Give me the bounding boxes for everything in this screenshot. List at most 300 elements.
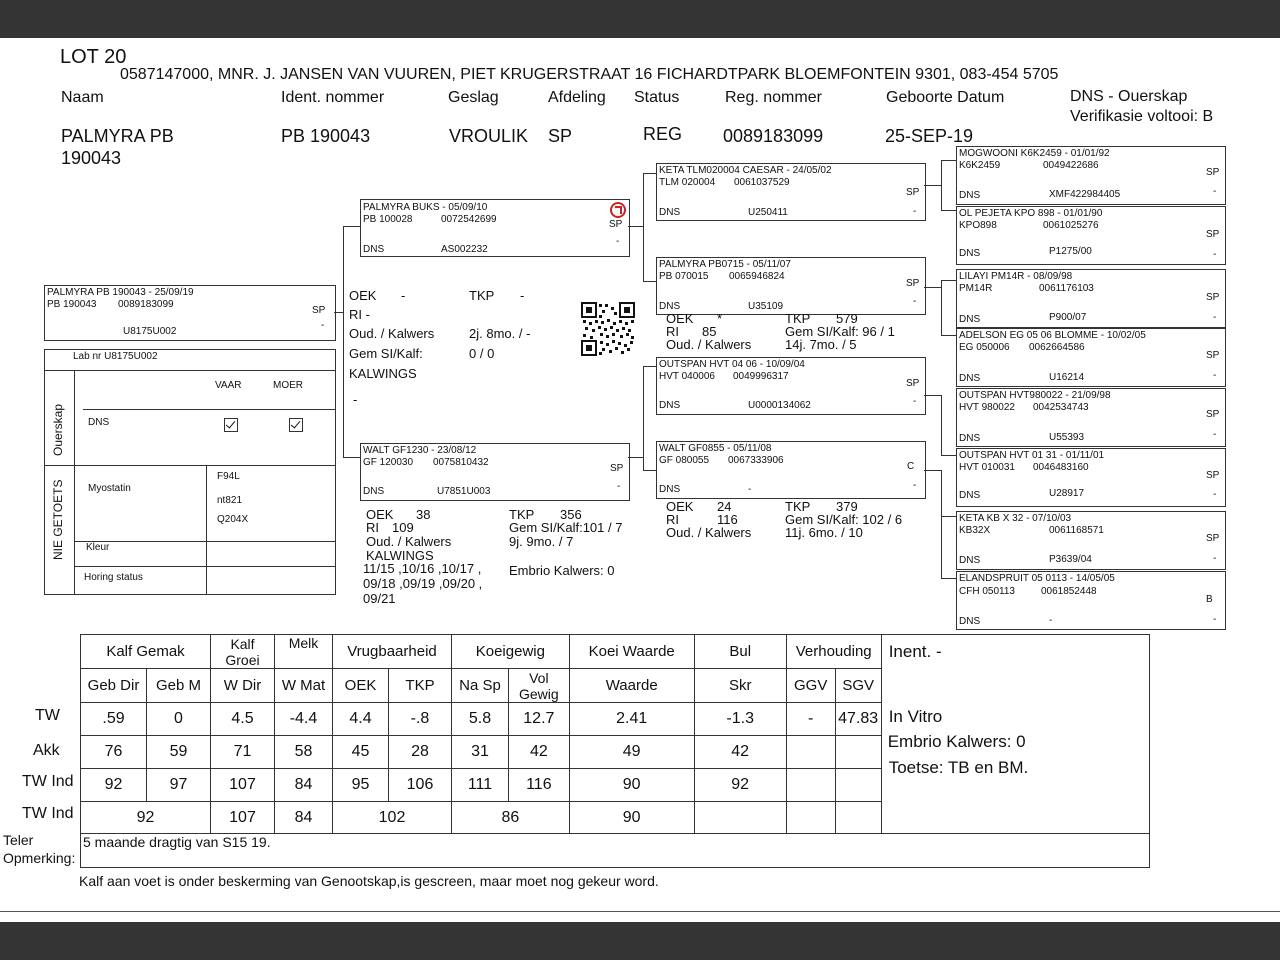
ggp1-dns: XMF422984405	[1049, 189, 1121, 200]
gp4-oek-label: OEK	[666, 499, 694, 514]
akk-ggv	[786, 736, 835, 769]
sire-oek-value: -	[401, 288, 406, 303]
lab-moer: MOER	[273, 380, 303, 391]
sire-id: PB 100028	[363, 214, 413, 225]
nie-getoets-label: NIE GETOETS	[51, 479, 65, 560]
breeder-logo-icon	[609, 201, 627, 219]
ggp5-id: HVT 980022	[959, 402, 1015, 413]
gp2-oud-label: Oud. / Kalwers	[666, 337, 752, 352]
great-grandparent-box-3	[956, 269, 1226, 328]
akk-waarde: 49	[569, 736, 694, 769]
sire-oud-label: Oud. / Kalwers	[349, 326, 435, 341]
ggp2-id: KPO898	[959, 220, 997, 231]
akk-skr: 42	[694, 736, 786, 769]
ggp4-dns-label: DNS	[959, 373, 981, 384]
group-koeigewig: Koeigewig	[452, 635, 570, 669]
gp2-ri-value: 85	[702, 324, 717, 339]
tw-na-sp: 5.8	[452, 703, 509, 736]
ggp5-dash: -	[1213, 429, 1217, 440]
dam-kalwings-line2: 09/18 ,09/19 ,09/20 ,	[363, 576, 483, 591]
gp4-tkp-value: 379	[836, 499, 858, 514]
ggp1-reg: 0049422686	[1043, 160, 1099, 171]
great-grandparent-box-7	[956, 511, 1226, 570]
ggp1-dash: -	[1213, 186, 1217, 197]
pedigree-connector	[941, 280, 942, 335]
pedigree-connector	[343, 226, 360, 227]
twind2-sgv	[835, 802, 881, 834]
tw-vol-gewig: 12.7	[509, 703, 570, 736]
dam-gem: Gem SI/Kalf:101 / 7	[509, 520, 623, 535]
grandparent-box-3	[656, 357, 926, 415]
dam-oud-value: 9j. 9mo. / 7	[509, 534, 574, 549]
remark-cell	[81, 834, 1150, 868]
animal-status: REG	[643, 124, 683, 144]
dam-embrio: Embrio Kalwers: 0	[509, 563, 615, 578]
sire-dns-label: DNS	[363, 244, 385, 255]
subject-reg: 0089183099	[118, 299, 174, 310]
gp4-oud-label: Oud. / Kalwers	[666, 525, 752, 540]
akk-tkp: 28	[389, 736, 452, 769]
pedigree-connector	[643, 366, 656, 367]
twind-w-dir: 107	[211, 769, 275, 802]
ggp2-dns: P1275/00	[1049, 246, 1092, 257]
ggp8-dns: -	[1049, 615, 1053, 626]
dam-id: GF 120030	[363, 457, 414, 468]
twind-na-sp: 111	[452, 769, 509, 802]
gp4-dns: -	[748, 484, 752, 495]
animal-reg: 0089183099	[723, 126, 824, 146]
sire-kalwings-dash: -	[353, 392, 358, 407]
subject-id: PB 190043	[47, 299, 97, 310]
dam-tkp-value: 356	[560, 507, 582, 522]
ggp7-id: KB32X	[959, 525, 991, 536]
ggp8-dash: -	[1213, 614, 1217, 625]
pedigree-connector	[343, 457, 360, 458]
ggp6-id: HVT 010031	[959, 462, 1015, 473]
twind-skr: 92	[694, 769, 786, 802]
group-vrugbaarheid: Vrugbaarheid	[333, 635, 452, 669]
col-tkp: TKP	[389, 669, 452, 703]
gp4-ri-label: RI	[666, 512, 679, 527]
gp2-gem: Gem SI/Kalf: 96 / 1	[785, 324, 895, 339]
row-label-twind: TW Ind	[22, 773, 74, 790]
lab-vaar: VAAR	[215, 380, 242, 391]
twind2-koeigewig: 86	[452, 802, 570, 834]
subject-dns: U8175U002	[123, 326, 177, 337]
qr-code-icon	[581, 302, 635, 356]
gp2-reg: 0065946824	[729, 271, 785, 282]
top-bar	[0, 0, 1280, 38]
label-geslag: Geslag	[448, 89, 499, 106]
sire-gem-value: 0 / 0	[469, 346, 495, 361]
tw-geb-m: 0	[147, 703, 211, 736]
twind2-ggv	[786, 802, 835, 834]
akk-vol-gewig: 42	[509, 736, 570, 769]
gp2-tkp-value: 579	[836, 311, 858, 326]
sire-reg: 0072542699	[441, 214, 497, 225]
twind-w-mat: 84	[275, 769, 333, 802]
gp1-id: TLM 020004	[659, 177, 716, 188]
group-kalf-groei: Kalf Groei	[211, 635, 275, 669]
grandparent-box-4	[656, 441, 926, 499]
great-grandparent-box-5	[956, 388, 1226, 447]
dam-dns: U7851U003	[437, 486, 491, 497]
col-skr: Skr	[694, 669, 786, 703]
subject-pedigree-box	[44, 285, 336, 341]
ggp2-dash: -	[1213, 249, 1217, 260]
label-geboorte: Geboorte Datum	[886, 89, 1005, 106]
kleur-label: Kleur	[86, 542, 110, 553]
pedigree-connector	[941, 210, 956, 211]
tw-skr: -1.3	[694, 703, 786, 736]
twind2-melk: 84	[275, 802, 333, 834]
pedigree-connector	[941, 335, 956, 336]
pedigree-connector	[924, 395, 942, 396]
teler-label: Teler	[3, 832, 34, 848]
subject-afd: SP	[312, 305, 326, 316]
gp2-dns-label: DNS	[659, 301, 681, 312]
dam-kalwings: KALWINGS	[366, 548, 434, 563]
pedigree-connector	[643, 366, 644, 470]
gp2-title: PALMYRA PB0715 - 05/11/07	[659, 259, 791, 270]
ggp4-id: EG 050006	[959, 342, 1010, 353]
animal-name: PALMYRA PB	[61, 126, 174, 146]
ggp6-dns: U28917	[1049, 488, 1085, 499]
ebv-side-panel	[881, 635, 1149, 834]
pedigree-connector	[628, 457, 644, 458]
animal-geboorte: 25-SEP-19	[885, 126, 974, 146]
dam-reg: 0075810432	[433, 457, 489, 468]
gp1-dash: -	[913, 206, 917, 217]
grandparent-box-2	[656, 257, 926, 315]
sire-tkp-value: -	[520, 288, 525, 303]
gp3-dns: U0000134062	[748, 400, 811, 411]
gp4-dns-label: DNS	[659, 484, 681, 495]
dam-oek-value: 38	[416, 507, 431, 522]
sire-ri: RI -	[349, 307, 370, 322]
pedigree-connector	[941, 160, 956, 161]
dam-oud-label: Oud. / Kalwers	[366, 534, 452, 549]
lab-dns: DNS	[88, 417, 110, 428]
akk-oek: 45	[333, 736, 389, 769]
ggp2-reg: 0061025276	[1043, 220, 1099, 231]
pedigree-connector	[643, 173, 644, 281]
dam-ri-value: 109	[392, 520, 414, 535]
gp1-reg: 0061037529	[734, 177, 790, 188]
pedigree-connector	[643, 281, 656, 282]
horing-status-label: Horing status	[84, 572, 143, 583]
dam-kalwings-line1: 11/15 ,10/16 ,10/17 ,	[363, 561, 482, 576]
twind-ggv	[786, 769, 835, 802]
pedigree-connector	[941, 470, 942, 578]
gp4-reg: 0067333906	[728, 455, 784, 466]
gp2-dns: U35109	[748, 301, 784, 312]
pedigree-connector	[941, 455, 956, 456]
dam-ri-label: RI	[366, 520, 379, 535]
gp2-ri-label: RI	[666, 324, 679, 339]
gp3-title: OUTSPAN HVT 04 06 - 10/09/04	[659, 359, 805, 370]
tw-w-mat: -4.4	[275, 703, 333, 736]
pedigree-connector	[643, 173, 656, 174]
gp2-tkp-label: TKP	[785, 311, 811, 326]
ggp3-dns: P900/07	[1049, 312, 1087, 323]
akk-geb-dir: 76	[81, 736, 147, 769]
ebv-table	[80, 634, 1150, 868]
pedigree-connector	[924, 287, 942, 288]
ggp4-reg: 0062664586	[1029, 342, 1085, 353]
tw-oek: 4.4	[333, 703, 389, 736]
ggp4-title: ADELSON EG 05 06 BLOMME - 10/02/05	[959, 330, 1146, 341]
dam-kalwings-line3: 09/21	[363, 591, 396, 606]
ggp3-afd: SP	[1206, 292, 1220, 303]
ggp4-dash: -	[1213, 370, 1217, 381]
pedigree-connector	[941, 395, 942, 455]
gp3-dns-label: DNS	[659, 400, 681, 411]
ouerskap-label: Ouerskap	[51, 403, 65, 456]
gp2-oek-value: *	[717, 311, 723, 326]
gp1-dns: U250411	[748, 207, 788, 218]
ggp2-title: OL PEJETA KPO 898 - 01/01/90	[959, 208, 1103, 219]
pedigree-connector	[941, 280, 956, 281]
tw-sgv: 47.83	[835, 703, 881, 736]
gp4-oek-value: 24	[717, 499, 732, 514]
ggp6-title: OUTSPAN HVT 01 31 - 01/11/01	[959, 450, 1105, 461]
tw-geb-dir: .59	[81, 703, 147, 736]
col-vol-gewig: Vol Gewig	[509, 669, 570, 703]
sire-tkp-label: TKP	[469, 288, 495, 303]
in-vitro: In Vitro	[888, 707, 943, 726]
ggp7-reg: 0061168571	[1049, 525, 1104, 536]
gp4-title: WALT GF0855 - 05/11/08	[659, 443, 772, 454]
row-label-twind2: TW Ind	[22, 805, 74, 822]
subject-dash: -	[321, 320, 325, 331]
ggp5-afd: SP	[1206, 409, 1220, 420]
ggp1-dns-label: DNS	[959, 190, 981, 201]
ggp3-title: LILAYI PM14R - 08/09/98	[959, 271, 1073, 282]
akk-geb-m: 59	[147, 736, 211, 769]
ggp3-reg: 0061176103	[1039, 283, 1094, 294]
moer-checked-checkbox[interactable]	[289, 418, 303, 432]
gp4-tkp-label: TKP	[785, 499, 811, 514]
myostatin-nt821: nt821	[217, 495, 243, 506]
sire-gem-label: Gem SI/Kalf:	[349, 346, 423, 361]
gp3-afd: SP	[906, 378, 920, 389]
pedigree-connector	[941, 516, 956, 517]
subject-title: PALMYRA PB 190043 - 25/09/19	[47, 287, 194, 298]
twind2-kalf-gemak: 92	[81, 802, 211, 834]
lab-box	[44, 349, 336, 595]
lab-number: Lab nr U8175U002	[73, 351, 158, 362]
gp4-dash: -	[913, 480, 917, 491]
tw-waarde: 2.41	[569, 703, 694, 736]
lot-number: LOT 20	[60, 46, 127, 68]
twind-waarde: 90	[569, 769, 694, 802]
dam-afd: SP	[610, 463, 624, 474]
ggp8-title: ELANDSPRUIT 05 0113 - 14/05/05	[959, 573, 1115, 584]
label-ident: Ident. nommer	[281, 89, 385, 106]
ggp3-dns-label: DNS	[959, 314, 981, 325]
group-bul: Bul	[694, 635, 786, 669]
sire-title: PALMYRA BUKS - 05/09/10	[363, 202, 488, 213]
ggp8-dns-label: DNS	[959, 616, 981, 627]
sire-oek-label: OEK	[349, 288, 377, 303]
ggp2-afd: SP	[1206, 229, 1220, 240]
ggp3-dash: -	[1213, 312, 1217, 323]
great-grandparent-box-8	[956, 571, 1226, 630]
group-koei-waarde: Koei Waarde	[569, 635, 694, 669]
twind2-kalf-groei: 107	[211, 802, 275, 834]
animal-afdeling: SP	[548, 126, 573, 146]
grandparent-box-1	[656, 163, 926, 221]
twind-sgv	[835, 769, 881, 802]
ggp4-dns: U16214	[1049, 372, 1085, 383]
owner-line: 0587147000, MNR. J. JANSEN VAN VUUREN, PIET KRUGERSTRAAT 16 FICHARDTPARK BLOEMFONTEIN 9301, 083-454 5705	[120, 66, 1059, 83]
ggp7-dns: P3639/04	[1049, 554, 1092, 565]
col-oek: OEK	[333, 669, 389, 703]
myostatin-q204x: Q204X	[217, 514, 249, 525]
dam-tkp-label: TKP	[509, 507, 535, 522]
gp3-dash: -	[913, 396, 917, 407]
animal-geslag: VROULIK	[449, 126, 529, 146]
pedigree-connector	[334, 312, 344, 313]
ggp1-id: K6K2459	[959, 160, 1001, 171]
label-dns-ouerskap: DNS - Ouerskap	[1070, 88, 1188, 105]
page-bottom-line	[0, 911, 1280, 912]
gp4-ri-value: 116	[717, 512, 738, 527]
row-label-tw: TW	[35, 707, 60, 724]
ggp5-title: OUTSPAN HVT980022 - 21/09/98	[959, 390, 1111, 401]
sire-oud-value: 2j. 8mo. / -	[469, 326, 531, 341]
myostatin-label: Myostatin	[88, 483, 131, 494]
sire-dns: AS002232	[441, 244, 488, 255]
ggp8-reg: 0061852448	[1041, 586, 1097, 597]
ggp1-afd: SP	[1206, 167, 1220, 178]
dam-oek-label: OEK	[366, 507, 394, 522]
col-waarde: Waarde	[569, 669, 694, 703]
gp2-dash: -	[913, 296, 917, 307]
pedigree-connector	[343, 226, 344, 457]
ggp6-reg: 0046483160	[1033, 462, 1089, 473]
gp1-dns-label: DNS	[659, 207, 681, 218]
sire-afd: SP	[609, 219, 623, 230]
dam-box	[360, 443, 630, 501]
gp4-afd: C	[907, 461, 915, 472]
twind-vol-gewig: 116	[509, 769, 570, 802]
great-grandparent-box-4	[956, 328, 1226, 387]
ggp7-title: KETA KB X 32 - 07/10/03	[959, 513, 1072, 524]
label-naam: Naam	[61, 89, 104, 106]
col-na-sp: Na Sp	[452, 669, 509, 703]
gp1-title: KETA TLM020004 CAESAR - 24/05/02	[659, 165, 832, 176]
gp4-id: GF 080055	[659, 455, 710, 466]
dam-dash: -	[617, 481, 621, 492]
twind-geb-dir: 92	[81, 769, 147, 802]
ggp4-afd: SP	[1206, 350, 1220, 361]
ggp8-afd: B	[1206, 594, 1213, 605]
animal-ident: PB 190043	[281, 126, 371, 146]
ggp6-dns-label: DNS	[959, 490, 981, 501]
group-kalf-gemak: Kalf Gemak	[81, 635, 211, 669]
col-sgv: SGV	[835, 669, 881, 703]
twind2-koei-waarde: 90	[569, 802, 694, 834]
group-melk: Melk	[275, 635, 333, 669]
ggp5-dns: U55393	[1049, 432, 1085, 443]
remark-text: 5 maande dragtig van S15 19.	[83, 834, 271, 850]
bottom-bar	[0, 922, 1280, 960]
row-label-akk: Akk	[33, 742, 60, 759]
col-geb-m: Geb M	[147, 669, 211, 703]
gp2-id: PB 070015	[659, 271, 709, 282]
footer-note: Kalf aan voet is onder beskerming van Genootskap,is gescreen, maar moet nog gekeur word.	[79, 873, 659, 889]
ggp5-dns-label: DNS	[959, 433, 981, 444]
twind-geb-m: 97	[147, 769, 211, 802]
label-verifikasie: Verifikasie voltooi: B	[1070, 108, 1214, 125]
ggp7-dns-label: DNS	[959, 555, 981, 566]
pedigree-connector	[941, 578, 956, 579]
sire-box	[360, 199, 630, 257]
akk-w-mat: 58	[275, 736, 333, 769]
twind2-bul	[694, 802, 786, 834]
gp4-gem: Gem SI/Kalf: 102 / 6	[785, 512, 903, 527]
tw-ggv: -	[786, 703, 835, 736]
ggp6-afd: SP	[1206, 470, 1220, 481]
ggp5-reg: 0042534743	[1033, 402, 1089, 413]
ggp8-id: CFH 050113	[959, 586, 1015, 597]
great-grandparent-box-6	[956, 448, 1226, 507]
col-ggv: GGV	[786, 669, 835, 703]
label-reg: Reg. nommer	[725, 89, 822, 106]
ggp7-dash: -	[1213, 553, 1217, 564]
col-geb-dir: Geb Dir	[81, 669, 147, 703]
side-embrio-kalwers: Embrio Kalwers: 0	[887, 732, 1026, 751]
gp3-reg: 0049996317	[733, 371, 789, 382]
pedigree-connector	[924, 185, 942, 186]
ggp6-dash: -	[1213, 489, 1217, 500]
opmerking-label: Opmerking:	[3, 850, 76, 866]
gp2-oek-label: OEK	[666, 311, 694, 326]
twind-tkp: 106	[389, 769, 452, 802]
ggp7-afd: SP	[1206, 533, 1220, 544]
animal-name-line2: 190043	[61, 148, 122, 168]
akk-w-dir: 71	[211, 736, 275, 769]
gp3-id: HVT 040006	[659, 371, 715, 382]
dam-dns-label: DNS	[363, 486, 385, 497]
gp4-oud-value: 11j. 6mo. / 10	[785, 525, 863, 540]
akk-sgv	[835, 736, 881, 769]
label-afdeling: Afdeling	[548, 89, 606, 106]
gp2-afd: SP	[906, 278, 920, 289]
gp2-oud-value: 14j. 7mo. / 5	[785, 337, 857, 352]
vaar-checked-checkbox[interactable]	[224, 418, 238, 432]
myostatin-f94l: F94L	[217, 471, 240, 482]
tw-w-dir: 4.5	[211, 703, 275, 736]
great-grandparent-box-2	[956, 206, 1226, 265]
gp1-afd: SP	[906, 187, 920, 198]
ggp2-dns-label: DNS	[959, 248, 981, 259]
pedigree-connector	[628, 226, 644, 227]
twind-oek: 95	[333, 769, 389, 802]
sire-dash: -	[616, 236, 620, 247]
ggp3-id: PM14R	[959, 283, 993, 294]
pedigree-connector	[924, 470, 942, 471]
tw-tkp: -.8	[389, 703, 452, 736]
dam-title: WALT GF1230 - 23/08/12	[363, 445, 477, 456]
col-w-dir: W Dir	[211, 669, 275, 703]
great-grandparent-box-1	[956, 146, 1226, 205]
label-status: Status	[634, 89, 680, 106]
ggp1-title: MOGWOONI K6K2459 - 01/01/92	[959, 148, 1110, 159]
twind2-vrugbaarheid: 102	[333, 802, 452, 834]
